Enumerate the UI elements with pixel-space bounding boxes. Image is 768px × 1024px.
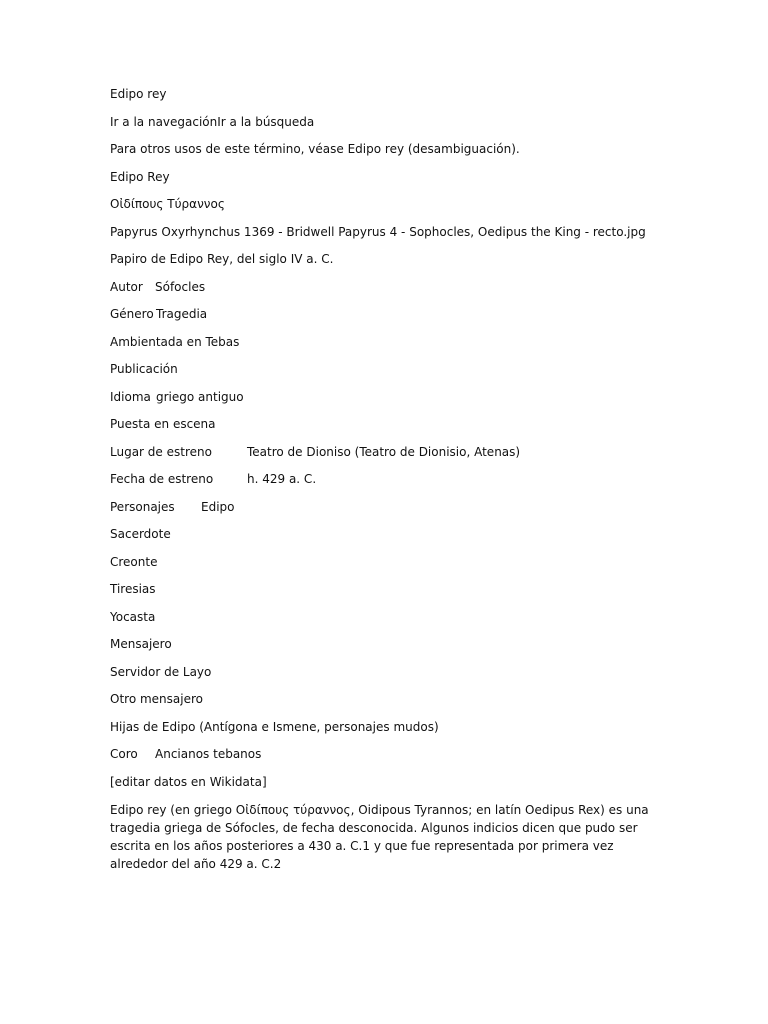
doc-title: Edipo rey [110, 87, 167, 101]
characters-label: Personajes [110, 499, 175, 514]
document-page [110, 86, 670, 873]
character-item[interactable]: Yocasta [110, 609, 156, 624]
premiere-date-value: h. 429 a. C. [247, 472, 317, 486]
language-row [110, 389, 670, 405]
genre-row [110, 306, 670, 322]
image-filename[interactable]: Papyrus Oxyrhynchus 1369 - Bridwell Papyrus 4 - Sophocles, Oedipus the King - recto.jpg [110, 224, 646, 239]
language-label: Idioma [110, 389, 151, 404]
premiere-date-row [110, 471, 670, 487]
disambiguation-note[interactable]: Para otros usos de este término, véase Edipo rey (desambiguación). [110, 142, 520, 156]
premiere-place-label: Lugar de estreno [110, 444, 212, 459]
greek-title: Οἰδίπους Τύραννος [110, 197, 225, 211]
character-item[interactable]: Tiresias [110, 582, 156, 596]
setting-row: Ambientada en Tebas [110, 334, 240, 349]
edit-wikidata-link[interactable]: [editar datos en Wikidata] [110, 774, 267, 789]
nav-links[interactable]: Ir a la navegaciónIr a la búsqueda [110, 114, 315, 129]
image-caption: Papiro de Edipo Rey, del siglo IV a. C. [110, 252, 334, 266]
character-item[interactable]: Creonte [110, 554, 158, 569]
chorus-row [110, 746, 670, 762]
author-row [110, 279, 670, 295]
character-item: Hijas de Edipo (Antígona e Ismene, personajes mudos) [110, 719, 439, 734]
chorus-value: Ancianos tebanos [155, 747, 262, 761]
author-label: Autor [110, 279, 143, 294]
premiere-place-row [110, 444, 670, 460]
character-item: Mensajero [110, 637, 172, 651]
characters-value[interactable]: Edipo [201, 499, 235, 514]
premiere-date-label: Fecha de estreno [110, 472, 214, 486]
character-item: Servidor de Layo [110, 664, 212, 679]
chorus-label: Coro [110, 747, 138, 761]
characters-row [110, 499, 670, 515]
language-value[interactable]: griego antiguo [156, 389, 244, 404]
genre-value[interactable]: Tragedia [156, 307, 208, 321]
author-value[interactable]: Sófocles [155, 279, 206, 294]
intro-paragraph: Edipo rey (en griego Οἰδίπους τύραννος, Oidipous Tyrannos; en latín Oedipus Rex) es una tragedia griega de Sófocles, de fecha desconocida. Algunos indicios dicen que pudo ser escrita en los años posteriores a 430 a. C.1 y que fue representada por primera vez alrededor del año 429 a. C.2 [110, 803, 649, 871]
genre-label: Género [110, 307, 154, 321]
staging-heading: Puesta en escena [110, 417, 216, 431]
character-item: Sacerdote [110, 527, 171, 541]
premiere-place-value[interactable]: Teatro de Dioniso (Teatro de Dionisio, Atenas) [247, 444, 521, 459]
publication-heading: Publicación [110, 362, 178, 376]
work-title: Edipo Rey [110, 169, 170, 184]
character-item: Otro mensajero [110, 692, 203, 706]
